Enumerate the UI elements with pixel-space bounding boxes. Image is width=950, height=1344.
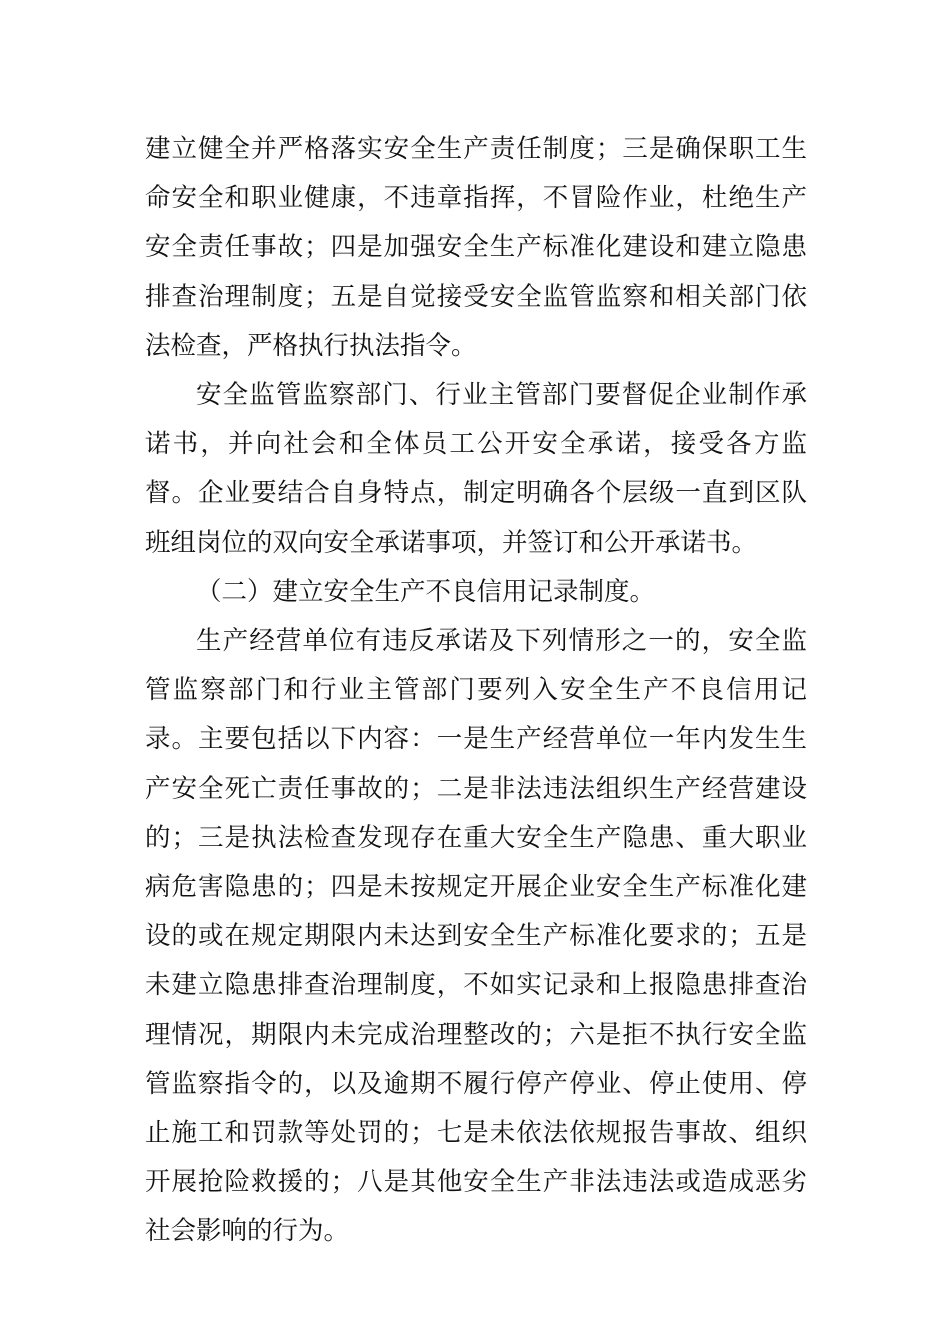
paragraph-3: 生产经营单位有违反承诺及下列情形之一的，安全监管监察部门和行业主管部门要列入安全生产不良信用记录。主要包括以下内容：一是生产经营单位一年内发生生产安全死亡责任事故的；二是非法违法组织生产经营建设的；三是执法检查发现存在重大安全生产隐患、重大职业病危害隐患的；四是未按规定开展企业安全生产标准化建设的或在规定期限内未达到安全生产标准化要求的；五是未建立隐患排查治理制度，不如实记录和上报隐患排查治理情况，期限内未完成治理整改的；六是拒不执行安全监管监察指令的，以及逾期不履行停产停业、停止使用、停止施工和罚款等处罚的；七是未依法依规报告事故、组织开展抢险救援的；八是其他安全生产非法违法或造成恶劣社会影响的行为。	[145, 626, 807, 1247]
paragraph-1: 建立健全并严格落实安全生产责任制度；三是确保职工生命安全和职业健康，不违章指挥，不冒险作业，杜绝生产安全责任事故；四是加强安全生产标准化建设和建立隐患排查治理制度；五是自觉接受安全监管监察和相关部门依法检查，严格执行执法指令。	[145, 134, 807, 361]
paragraph-2: 安全监管监察部门、行业主管部门要督促企业制作承诺书，并向社会和全体员工公开安全承诺，接受各方监督。企业要结合自身特点，制定明确各个层级一直到区队班组岗位的双向安全承诺事项，并签订和公开承诺书。	[145, 380, 807, 558]
section-heading: （二）建立安全生产不良信用记录制度。	[196, 576, 656, 607]
document-body	[145, 125, 807, 1257]
